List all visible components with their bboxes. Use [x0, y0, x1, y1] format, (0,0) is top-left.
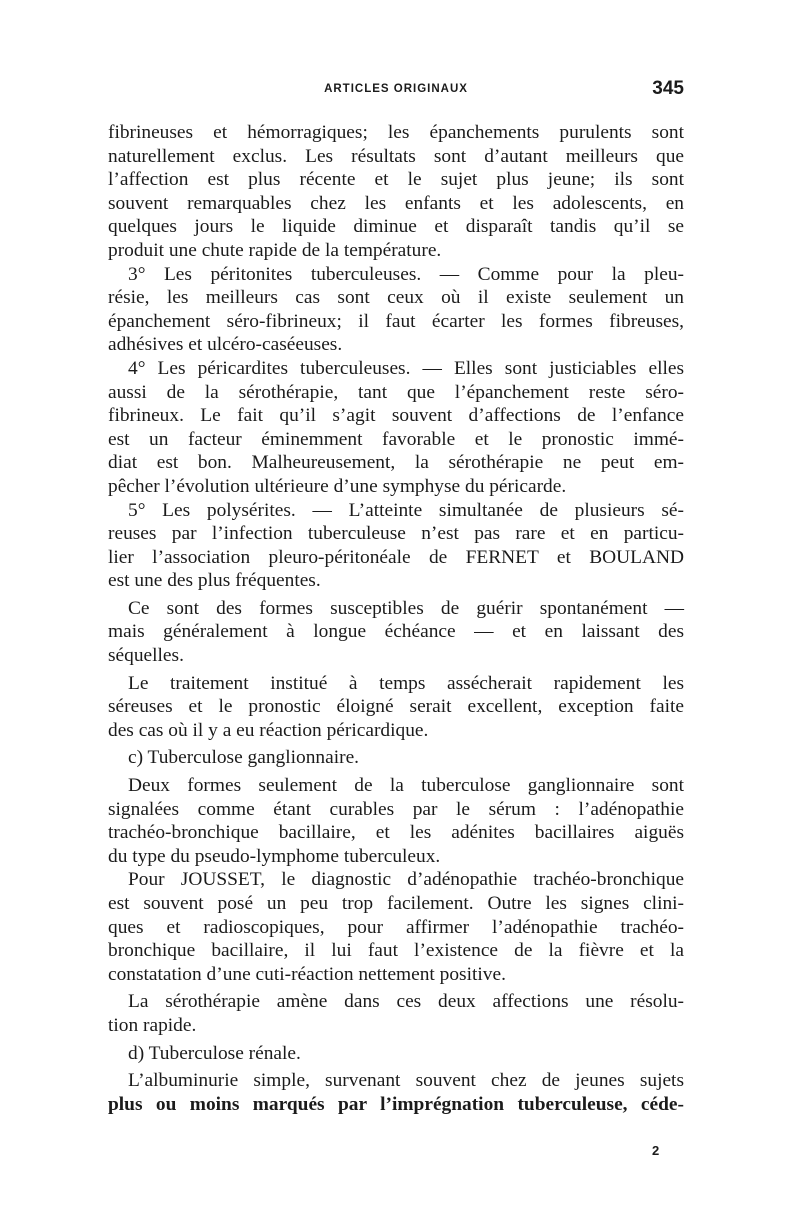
text-line: Le traitement institué à temps assécherait rapidement les [128, 672, 684, 694]
text-line: Ce sont des formes susceptibles de guérir spontanément — [128, 597, 684, 619]
text-line: souvent remarquables chez les enfants et les adolescents, en [108, 192, 684, 214]
paragraph [108, 597, 684, 668]
text-line: La sérothérapie amène dans ces deux affections une résolu- [128, 991, 684, 1013]
text-line: ques et radioscopiques, pour affirmer l’adénopathie trachéo- [108, 916, 684, 938]
text-line: l’affection est plus récente et le sujet plus jeune; ils sont [108, 169, 684, 191]
text-line: naturellement exclus. Les résultats sont d’autant meilleurs que [108, 145, 684, 167]
text-line: séquelles. [108, 645, 184, 667]
section-heading [108, 1042, 684, 1066]
text-line: 3° Les péritonites tuberculeuses. — Comme pour la pleu- [128, 263, 684, 285]
text-line: des cas où il y a eu réaction péricardique. [108, 719, 429, 741]
text-line: est souvent posé un peu trop facilement. Outre les signes clini- [108, 893, 684, 914]
text-line: Deux formes seulement de la tuberculose ganglionnaire sont [128, 775, 684, 797]
text-line: diat est bon. Malheureusement, la sérothérapie ne peut em- [108, 452, 684, 474]
text-line: lier l’association pleuro-péritonéale de FERNET et BOULAND [108, 546, 684, 568]
text-line: du type du pseudo-lymphome tuberculeux. [108, 845, 441, 867]
body-text [108, 121, 684, 1116]
text-line: produit une chute rapide de la température. [108, 239, 442, 261]
page-number: 345 [652, 78, 684, 99]
text-line: 4° Les péricardites tuberculeuses. — Elles sont justiciables elles [128, 357, 684, 379]
text-line: quelques jours le liquide diminue et disparaît tandis qu’il se [108, 216, 684, 238]
paragraph [108, 672, 684, 743]
text-line: aussi de la sérothérapie, tant que l’épanchement reste séro- [108, 381, 684, 403]
text-line: constatation d’une cuti-réaction nettement positive. [108, 963, 506, 985]
text-line: est un facteur éminemment favorable et le pronostic immé- [108, 428, 684, 450]
text-line: trachéo-bronchique bacillaire, et les adénites bacillaires aiguës [108, 822, 684, 844]
text-line: épanchement séro-fibrineux; il faut écarter les formes fibreuses, [108, 310, 684, 332]
text-line: 5° Les polysérites. — L’atteinte simultanée de plusieurs sé- [128, 499, 684, 521]
paragraph [108, 774, 684, 868]
text-line: L’albuminurie simple, survenant souvent chez de jeunes sujets [128, 1070, 684, 1092]
text-line: pêcher l’évolution ultérieure d’une symphyse du péricarde. [108, 475, 567, 497]
text-line: séreuses et le pronostic éloigné serait excellent, exception faite [108, 696, 684, 718]
text-line: mais généralement à longue échéance — et en laissant des [108, 621, 684, 643]
paragraph [108, 357, 684, 499]
text-line: d) Tuberculose rénale. [128, 1042, 301, 1064]
paragraph [108, 868, 684, 986]
text-line: est une des plus fréquentes. [108, 570, 321, 592]
text-line: fibrineux. Le fait qu’il s’agit souvent d’affections de l’enfance [108, 405, 684, 427]
text-line: résie, les meilleurs cas sont ceux où il existe seulement un [108, 287, 684, 309]
paragraph [108, 121, 684, 263]
text-line: reuses par l’infection tuberculeuse n’est pas rare et en particu- [108, 523, 684, 545]
paragraph [108, 263, 684, 357]
section-heading [108, 746, 684, 770]
paragraph [108, 499, 684, 593]
signature-mark: 2 [652, 1143, 660, 1158]
paragraph [108, 990, 684, 1037]
text-line: Pour JOUSSET, le diagnostic d’adénopathie trachéo-bronchique [128, 869, 684, 891]
text-line: tion rapide. [108, 1014, 197, 1036]
running-head [108, 78, 684, 100]
text-line: plus ou moins marqués par l’imprégnation tuberculeuse, céde- [108, 1093, 684, 1115]
text-line: bronchique bacillaire, il lui faut l’existence de la fièvre et la [108, 940, 684, 962]
text-line: fibrineuses et hémorragiques; les épanchements purulents sont [108, 122, 684, 143]
running-title: ARTICLES ORIGINAUX [324, 83, 468, 95]
text-line: signalées comme étant curables par le sérum : l’adénopathie [108, 798, 684, 820]
paragraph [108, 1069, 684, 1116]
text-line: c) Tuberculose ganglionnaire. [128, 747, 360, 769]
text-line: adhésives et ulcéro-caséeuses. [108, 334, 343, 356]
